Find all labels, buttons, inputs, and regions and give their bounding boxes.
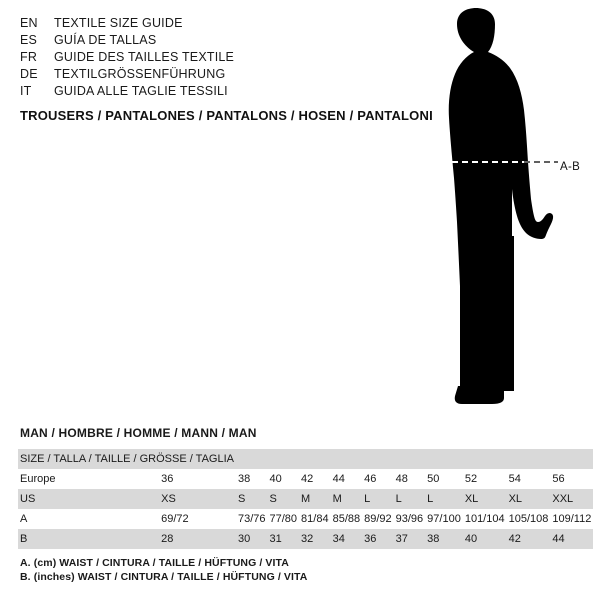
cell: XL — [463, 489, 507, 509]
cell: 69/72 — [161, 513, 189, 525]
size-table — [18, 449, 593, 549]
language-row — [20, 84, 380, 101]
language-text: TEXTILGRÖSSENFÜHRUNG — [54, 67, 226, 81]
language-header — [20, 16, 380, 101]
language-text: GUIDA ALLE TAGLIE TESSILI — [54, 84, 228, 98]
language-row — [20, 33, 380, 50]
row-label: Europe — [20, 473, 56, 485]
cell: 42 — [507, 529, 551, 549]
cell: 37 — [394, 529, 426, 549]
cell: 42 — [301, 473, 314, 485]
cell: XS — [159, 489, 236, 509]
measure-label-ab: A-B — [560, 161, 581, 173]
cell: 30 — [236, 529, 268, 549]
cell: 34 — [331, 529, 363, 549]
cell: 73/76 — [237, 513, 266, 525]
language-code: EN — [20, 16, 38, 30]
cell: 93/96 — [395, 513, 424, 525]
cell: 109/112 — [552, 513, 592, 525]
cell: M — [299, 489, 331, 509]
cell — [425, 449, 463, 469]
table-row — [18, 449, 593, 469]
cell — [394, 449, 426, 469]
cell: 36 — [161, 473, 174, 485]
cell: 54 — [508, 473, 521, 485]
cell: 32 — [299, 529, 331, 549]
page-title: TROUSERS / PANTALONES / PANTALONS / HOSEN / PANTALONI — [20, 108, 433, 123]
language-row — [20, 67, 380, 84]
cell: L — [394, 489, 426, 509]
cell: 50 — [427, 473, 440, 485]
language-code: DE — [20, 67, 38, 81]
cell: S — [236, 489, 268, 509]
language-code: IT — [20, 84, 32, 98]
cell: XL — [507, 489, 551, 509]
cell: 89/92 — [364, 513, 392, 525]
cell: 31 — [268, 529, 300, 549]
table-row — [18, 469, 593, 489]
figure-illustration — [400, 6, 600, 406]
cell — [331, 449, 363, 469]
language-text: GUÍA DE TALLAS — [54, 33, 157, 47]
cell: 77/80 — [269, 513, 298, 525]
cell: 36 — [362, 529, 394, 549]
cell: 81/84 — [301, 513, 329, 525]
footnote-a: A. (cm) WAIST / CINTURA / TAILLE / HÜFTUNG / VITA — [20, 557, 289, 569]
language-code: ES — [20, 33, 38, 47]
cell: 97/100 — [427, 513, 461, 525]
cell: 40 — [269, 473, 282, 485]
cell: 85/88 — [332, 513, 361, 525]
table-row — [18, 509, 593, 529]
cell: 38 — [237, 473, 251, 485]
cell — [507, 449, 551, 469]
cell: S — [268, 489, 300, 509]
man-silhouette-icon — [400, 6, 600, 406]
cell: XXL — [550, 489, 593, 509]
language-text: TEXTILE SIZE GUIDE — [54, 16, 183, 30]
cell: 38 — [425, 529, 463, 549]
cell — [362, 449, 394, 469]
language-text: GUIDE DES TAILLES TEXTILE — [54, 50, 235, 64]
cell: L — [425, 489, 463, 509]
cell: 44 — [550, 529, 593, 549]
cell: 101/104 — [464, 513, 505, 525]
cell — [550, 449, 593, 469]
row-label: US — [18, 489, 159, 509]
footnote-b: B. (inches) WAIST / CINTURA / TAILLE / HÜFTUNG / VITA — [20, 571, 308, 583]
cell — [236, 449, 268, 469]
language-row — [20, 16, 380, 33]
cell: 52 — [464, 473, 478, 485]
cell: 56 — [552, 473, 565, 485]
cell: 105/108 — [508, 513, 549, 525]
cell: 46 — [364, 473, 377, 485]
cell — [299, 449, 331, 469]
row-label: SIZE / TALLA / TAILLE / GRÖSSE / TAGLIA — [18, 449, 236, 469]
language-code: FR — [20, 50, 38, 64]
table-row — [18, 529, 593, 549]
cell: 40 — [463, 529, 507, 549]
cell: M — [331, 489, 363, 509]
cell: 44 — [332, 473, 345, 485]
row-label: B — [18, 529, 159, 549]
table-title: MAN / HOMBRE / HOMME / MANN / MAN — [20, 426, 257, 440]
cell — [463, 449, 507, 469]
cell — [268, 449, 300, 469]
language-row — [20, 50, 380, 67]
cell: L — [362, 489, 394, 509]
row-label: A — [20, 513, 28, 525]
cell: 48 — [395, 473, 408, 485]
footnotes — [20, 556, 307, 584]
table-row — [18, 489, 593, 509]
cell: 28 — [159, 529, 236, 549]
